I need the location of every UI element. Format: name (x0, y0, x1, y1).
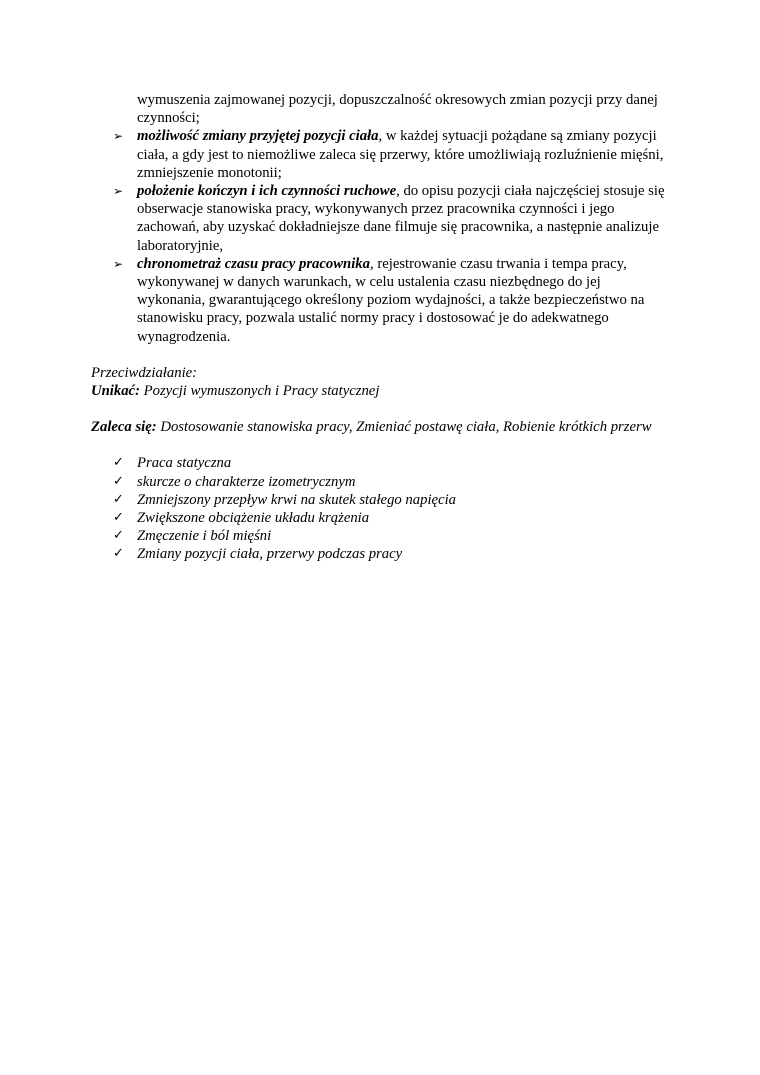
check-icon: ✓ (113, 510, 124, 526)
list-item (91, 545, 671, 563)
avoid-text: Pozycji wymuszonych i Pracy statycznej (139, 383, 380, 400)
spacer (91, 346, 671, 364)
list-item (91, 527, 671, 545)
check-item-text: Zmniejszony przepływ krwi na skutek stałego napięcia (137, 491, 457, 508)
check-icon: ✓ (113, 528, 124, 544)
page-content (91, 91, 671, 564)
list-item (91, 182, 671, 255)
bullet-text: , rejestrowanie czasu trwania i tempa pracy, wykonywanej w danych warunkach, w celu ustalenia czasu niezbędnego do jej wykonania, gwarantującego określony poziom wydajności, a także bezpieczeństwo na stanowisku pracy, pozwala ustalić normy pracy i dostosować je do adekwatnego wynagrodzenia. (137, 255, 645, 345)
bullet-term: możliwość zmiany przyjętej pozycji ciała (137, 128, 379, 145)
arrow-bullet-icon: ➢ (113, 256, 124, 271)
list-item (91, 473, 671, 491)
arrow-bullet-icon: ➢ (113, 184, 124, 199)
bullet-term: chronometraż czasu pracy pracownika (137, 255, 370, 272)
check-item-text: Zmiany pozycji ciała, przerwy podczas pracy (137, 546, 403, 563)
check-item-text: Zwiększone obciążenie układu krążenia (137, 510, 370, 527)
check-item-text: Praca statyczna (137, 455, 232, 472)
counteraction-heading: Przeciwdziałanie: (91, 364, 198, 381)
check-icon: ✓ (113, 546, 124, 562)
spacer (91, 436, 671, 454)
avoid-label: Unikać: (91, 383, 140, 400)
arrow-bullet-list (91, 127, 671, 345)
list-item (91, 127, 671, 182)
spacer (91, 400, 671, 418)
check-icon: ✓ (113, 455, 124, 471)
bullet-text: , w każdej sytuacji pożądane są zmiany pozycji ciała, a gdy jest to niemożliwe zaleca się przerwy, które umożliwiają rozluźnienie mięśni, zmniejszenie monotonii; (137, 128, 664, 181)
bullet-term: położenie kończyn i ich czynności ruchowe (137, 183, 397, 200)
arrow-bullet-icon: ➢ (113, 129, 124, 144)
check-list (91, 454, 671, 563)
bullet-text: , do opisu pozycji ciała najczęściej stosuje się obserwacje stanowiska pracy, wykonywanych przez pracownika czynności i jego zachowań, aby uzyskać dokładniejsze dane filmuje się pracownika, a następnie analizuje laboratoryjnie, (137, 183, 665, 254)
avoid-line (91, 382, 671, 400)
recommend-text: Dostosowanie stanowiska pracy, Zmieniać postawę ciała, Robienie krótkich przerw (156, 419, 652, 436)
list-item (91, 509, 671, 527)
check-item-text: skurcze o charakterze izometrycznym (137, 473, 356, 490)
recommend-label: Zaleca się: (91, 419, 157, 436)
intro-continuation: wymuszenia zajmowanej pozycji, dopuszczalność okresowych zmian pozycji przy danej czynności; (137, 92, 658, 127)
check-item-text: Zmęczenie i ból mięśni (137, 528, 272, 545)
check-icon: ✓ (113, 491, 124, 507)
list-item (91, 255, 671, 346)
list-item (91, 491, 671, 509)
list-item (91, 454, 671, 472)
recommend-line (91, 418, 671, 436)
check-icon: ✓ (113, 473, 124, 489)
